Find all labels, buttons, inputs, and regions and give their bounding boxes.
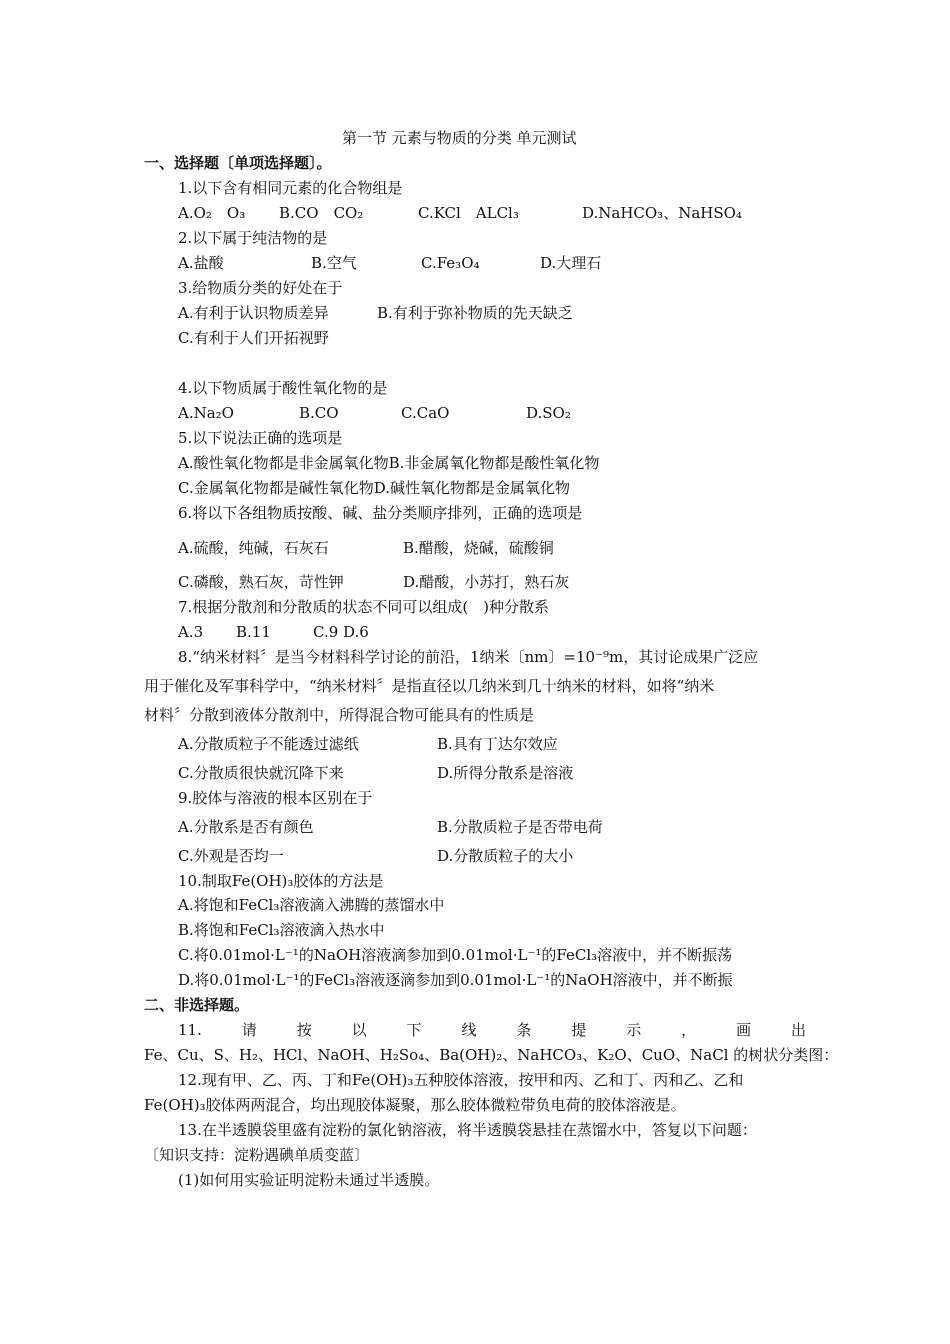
question-1-stem: 1.以下含有相同元素的化合物组是 xyxy=(178,179,403,197)
q4-option-a: A.Na₂O xyxy=(178,404,234,422)
q1-option-b: B.CO CO₂ xyxy=(279,204,364,222)
q1-option-d: D.NaHCO₃、NaHSO₄ xyxy=(582,204,742,222)
question-7-stem: 7.根据分散剂和分散质的状态不同可以组成( )种分散系 xyxy=(178,598,550,616)
question-11-line-1 xyxy=(178,1020,806,1040)
q3-option-a: A.有利于认识物质差异 xyxy=(178,304,329,322)
q1-option-a: A.O₂ O₃ xyxy=(178,204,246,222)
q11-word: 线 xyxy=(461,1021,477,1039)
q8-option-a: A.分散质粒子不能透过滤纸 xyxy=(178,735,359,753)
section-heading-nonchoice: 二、非选择题。 xyxy=(144,996,250,1014)
q11-word: 画 xyxy=(736,1021,752,1039)
q11-word: ， xyxy=(681,1021,697,1039)
q10-option-a: A.将饱和FeCl₃溶液滴入沸腾的蒸馏水中 xyxy=(178,896,445,914)
q10-option-d: D.将0.01mol·L⁻¹的FeCl₃溶液逐滴参加到0.01mol·L⁻¹的NaOH溶液中，并不断振 xyxy=(178,971,733,989)
q4-option-d: D.SO₂ xyxy=(526,404,571,422)
question-8-line-2: 用于催化及军事科学中，“纳米材料〞是指直径以几纳米到几十纳米的材料，如将“纳米 xyxy=(144,677,715,695)
q11-word: 下 xyxy=(406,1021,422,1039)
question-5-stem: 5.以下说法正确的选项是 xyxy=(178,429,343,447)
q3-option-c: C.有利于人们开拓视野 xyxy=(178,329,329,347)
q9-option-d: D.分散质粒子的大小 xyxy=(437,847,574,865)
q10-option-c: C.将0.01mol·L⁻¹的NaOH溶液滴参加到0.01mol·L⁻¹的FeCl₃溶液中，并不断振荡 xyxy=(178,946,733,964)
q11-word: 提 xyxy=(571,1021,587,1039)
question-4-stem: 4.以下物质属于酸性氧化物的是 xyxy=(178,379,388,397)
q2-option-c: C.Fe₃O₄ xyxy=(421,254,480,272)
page-title: 第一节 元素与物质的分类 单元测试 xyxy=(342,129,577,147)
q6-option-a: A.硫酸，纯碱，石灰石 xyxy=(178,539,329,557)
q7-options-cd: C.9 D.6 xyxy=(313,623,369,641)
q6-option-b: B.醋酸，烧碱，硫酸铜 xyxy=(403,539,554,557)
question-13-line-1: 13.在半透膜袋里盛有淀粉的氯化钠溶液，将半透膜袋悬挂在蒸馏水中，答复以下问题： xyxy=(178,1121,757,1139)
q6-option-d: D.醋酸，小苏打，熟石灰 xyxy=(403,573,570,591)
section-heading-choice: 一、选择题〔单项选择题〕。 xyxy=(144,154,332,172)
q10-option-b: B.将饱和FeCl₃溶液滴入热水中 xyxy=(178,921,385,939)
q11-word: 按 xyxy=(296,1021,312,1039)
q8-option-b: B.具有丁达尔效应 xyxy=(437,735,558,753)
q11-word: 请 xyxy=(241,1021,257,1039)
q4-option-b: B.CO xyxy=(299,404,339,422)
question-13-line-2: 〔知识支持：淀粉遇碘单质变蓝〕 xyxy=(144,1146,370,1164)
question-8-line-1: 8.“纳米材料〞是当今材料科学讨论的前沿，1纳米〔nm〕=10⁻⁹m，其讨论成果广泛应 xyxy=(178,648,759,666)
question-11-line-2: Fe、Cu、S、H₂、HCl、NaOH、H₂So₄、Ba(OH)₂、NaHCO₃、K₂O、CuO、NaCl 的树状分类图： xyxy=(144,1046,839,1064)
q11-word: 条 xyxy=(516,1021,532,1039)
q6-option-c: C.磷酸，熟石灰，苛性钾 xyxy=(178,573,344,591)
q11-word: 11. xyxy=(178,1021,202,1039)
q8-option-d: D.所得分散系是溶液 xyxy=(437,764,574,782)
q5-options-cd: C.金属氧化物都是碱性氧化物D.碱性氧化物都是金属氧化物 xyxy=(178,479,570,497)
q9-option-c: C.外观是否均一 xyxy=(178,847,284,865)
q4-option-c: C.CaO xyxy=(401,404,450,422)
q5-options-ab: A.酸性氧化物都是非金属氧化物B.非金属氧化物都是酸性氧化物 xyxy=(178,454,600,472)
question-13-subquestion-1: (1)如何用实验证明淀粉未通过半透膜。 xyxy=(178,1171,440,1189)
question-3-stem: 3.给物质分类的好处在于 xyxy=(178,279,343,297)
q3-option-b: B.有利于弥补物质的先天缺乏 xyxy=(377,304,573,322)
q7-option-b: B.11 xyxy=(236,623,271,641)
question-12-line-2: Fe(OH)₃胶体两两混合，均出现胶体凝聚，那么胶体微粒带负电荷的胶体溶液是。 xyxy=(144,1096,686,1114)
question-12-line-1: 12.现有甲、乙、丙、丁和Fe(OH)₃五种胶体溶液，按甲和丙、乙和丁、丙和乙、乙和 xyxy=(178,1071,744,1089)
q11-word: 以 xyxy=(351,1021,367,1039)
q9-option-a: A.分散系是否有颜色 xyxy=(178,818,314,836)
question-10-stem: 10.制取Fe(OH)₃胶体的方法是 xyxy=(178,872,384,890)
q1-option-c: C.KCl ALCl₃ xyxy=(418,204,519,222)
q2-option-d: D.大理石 xyxy=(540,254,602,272)
question-8-line-3: 材料〞分散到液体分散剂中，所得混合物可能具有的性质是 xyxy=(144,706,535,724)
q11-word: 示 xyxy=(626,1021,642,1039)
q2-option-b: B.空气 xyxy=(311,254,357,272)
question-6-stem: 6.将以下各组物质按酸、碱、盐分类顺序排列，正确的选项是 xyxy=(178,504,583,522)
q11-word: 出 xyxy=(790,1021,806,1039)
q8-option-c: C.分散质很快就沉降下来 xyxy=(178,764,344,782)
q7-option-a: A.3 xyxy=(178,623,204,641)
question-2-stem: 2.以下属于纯洁物的是 xyxy=(178,229,328,247)
q9-option-b: B.分散质粒子是否带电荷 xyxy=(437,818,603,836)
q2-option-a: A.盐酸 xyxy=(178,254,224,272)
question-9-stem: 9.胶体与溶液的根本区别在于 xyxy=(178,789,373,807)
